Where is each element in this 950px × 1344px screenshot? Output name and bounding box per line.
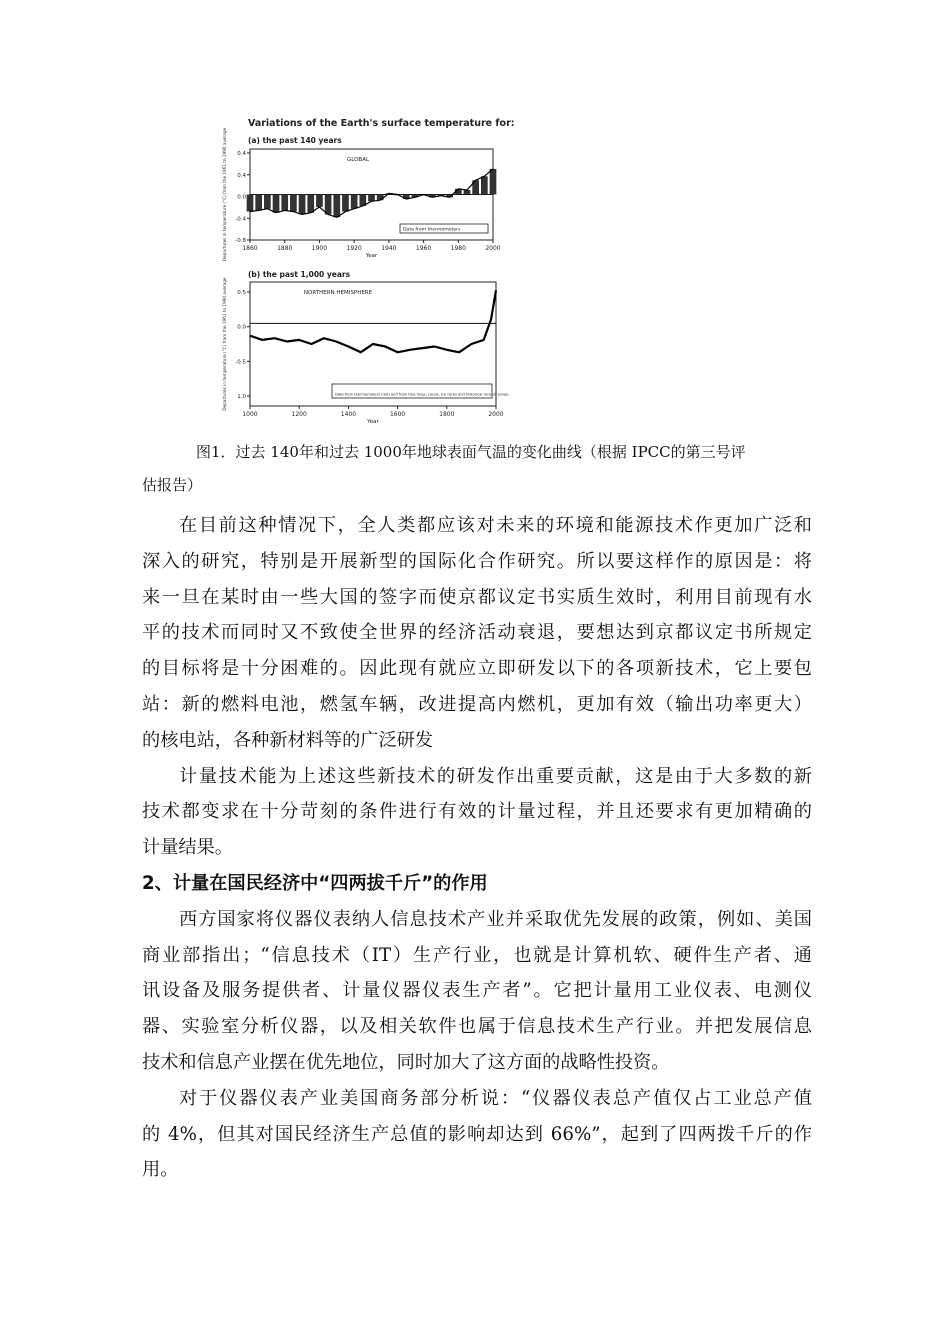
data-bar xyxy=(351,195,358,209)
y-tick-label: -0.8 xyxy=(235,238,246,244)
data-bar xyxy=(281,195,288,211)
data-bar xyxy=(325,195,332,215)
text-line: 用。 xyxy=(142,1159,179,1181)
data-bar xyxy=(342,195,349,212)
y-tick-label: 0.0 xyxy=(237,324,246,331)
x-tick-label: 1960 xyxy=(415,245,432,252)
data-bar xyxy=(273,195,280,213)
x-tick-label: 1880 xyxy=(277,245,293,252)
y-tick-label: -0.5 xyxy=(235,359,246,366)
x-axis-label: Year xyxy=(365,253,378,259)
text-line: 站：新的燃料电池，燃氢车辆，改进提高内燃机，更加有效（输出功率更大） xyxy=(142,693,812,715)
data-bar xyxy=(307,195,314,213)
data-bar xyxy=(316,195,323,208)
body-text xyxy=(142,508,812,1188)
data-bar xyxy=(299,195,306,215)
panel-a-label: (a) the past 140 years xyxy=(248,136,342,145)
paragraph-4 xyxy=(142,1081,812,1188)
region-annotation: NORTHERN HEMISPHERE xyxy=(303,290,373,296)
x-tick-label: 1800 xyxy=(439,411,455,418)
y-tick-label: 1.0 xyxy=(237,394,246,400)
data-bar xyxy=(368,195,375,202)
data-bar xyxy=(333,195,340,218)
data-bar xyxy=(247,195,254,212)
y-axis-label: Departures in temperature (°C) from the 1961 to 1990 average xyxy=(222,277,227,411)
x-tick-label: 1920 xyxy=(346,245,362,252)
y-axis-label: Departures in temperature (°C) from the 1961 to 1990 average xyxy=(222,127,227,262)
y-tick-label: -0.4 xyxy=(235,216,246,223)
text-line: 计量结果。 xyxy=(142,837,233,859)
data-bar xyxy=(464,190,471,195)
x-tick-label: 1000 xyxy=(242,411,258,418)
y-tick-label: 0.4 xyxy=(237,151,246,157)
text-line: 的 4%，但其对国民经济生产总值的影响却达到 66%”，起到了四两拨千斤的作 xyxy=(142,1123,812,1145)
x-tick-label: 1400 xyxy=(340,411,357,418)
x-tick-label: 1980 xyxy=(450,245,466,252)
text-line: 技术和信息产业摆在优先地位，同时加大了这方面的战略性投资。 xyxy=(142,1051,670,1073)
region-annotation: GLOBAL xyxy=(346,157,370,163)
x-axis-label: Year xyxy=(367,419,379,425)
figure-title: Variations of the Earth's surface temperature for: xyxy=(248,118,515,129)
y-tick-label: 0.4 xyxy=(237,172,246,179)
chart-nh-1000-years xyxy=(222,277,528,425)
text-line: 西方国家将仪器仪表纳人信息技术产业并采取优先发展的政策，例如、美国 xyxy=(179,908,812,930)
y-tick-label: 0.5 xyxy=(237,290,246,296)
x-tick-label: 2000 xyxy=(488,411,504,418)
text-line: 计量技术能为上述这些新技术的研发作出重要贡献，这是由于大多数的新 xyxy=(179,765,812,787)
data-bar xyxy=(264,195,271,209)
text-line: 在目前这种情况下，全人类都应该对未来的环境和能源技术作更加广泛和 xyxy=(179,515,812,536)
x-tick-label: 1900 xyxy=(311,245,328,252)
text-line: 平的技术而同时又不致使全世界的经济活动衰退，要想达到京都议定书所规定 xyxy=(142,622,812,644)
text-line: 商业部指出；“信息技术（IT）生产行业，也就是计算机软、硬件生产者、通 xyxy=(142,944,812,966)
paragraph-2 xyxy=(142,759,812,866)
caption-line-1: 图1．过去 140年和过去 1000年地球表面气温的变化曲线（根据 IPCC的第三号评 xyxy=(196,443,746,461)
data-bar xyxy=(481,176,488,194)
text-line: 技术都变求在十分苛刻的条件进行有效的计量过程，并且还要求有更加精确的 xyxy=(142,801,812,823)
legend-text: Data from thermometers xyxy=(403,227,461,233)
legend-text: Data from thermometers (red) and from tree rings, corals, ice cores and historical records (blue). xyxy=(335,392,510,397)
x-tick-label: 1200 xyxy=(291,411,307,418)
x-tick-label: 1600 xyxy=(389,411,406,418)
text-line: 器、实验室分析仪器，以及相关软件也属于信息技术生产行业。并把发展信息 xyxy=(142,1016,812,1038)
section-heading: 2、计量在国民经济中“四两拔千斤”的作用 xyxy=(142,872,488,894)
figure-caption xyxy=(142,436,812,502)
x-tick-label: 1940 xyxy=(381,245,397,252)
data-bar xyxy=(377,195,384,201)
data-bar xyxy=(255,195,262,211)
paragraph-3 xyxy=(142,902,812,1081)
text-line: 来一旦在某时由一些大国的签字而使京都议定书实质生效时，利用目前现有水 xyxy=(142,586,812,608)
text-line: 对于仪器仪表产业美国商务部分析说：“仪器仪表总产值仅占工业总产值 xyxy=(179,1087,812,1109)
data-bar xyxy=(290,195,297,212)
x-tick-label: 2000 xyxy=(485,245,501,252)
text-line: 的目标将是十分困难的。因此现有就应立即研发以下的各项新技术，它上要包 xyxy=(142,658,812,680)
x-tick-label: 1860 xyxy=(242,245,258,252)
temperature-figure xyxy=(222,118,528,425)
data-bar xyxy=(490,169,497,195)
text-line: 的核电站，各种新材料等的广泛研发 xyxy=(142,729,434,751)
text-line: 讯设备及服务提供者、计量仪器仪表生产者”。它把计量用工业仪表、电测仪 xyxy=(142,980,812,1002)
text-line: 深入的研究，特别是开展新型的国际化合作研究。所以要这样作的原因是：将 xyxy=(142,550,812,572)
panel-b-label: (b) the past 1,000 years xyxy=(248,270,351,279)
paragraph-1 xyxy=(142,508,812,759)
caption-line-2: 估报告） xyxy=(142,476,203,494)
y-tick-label: 0.0 xyxy=(237,194,246,201)
